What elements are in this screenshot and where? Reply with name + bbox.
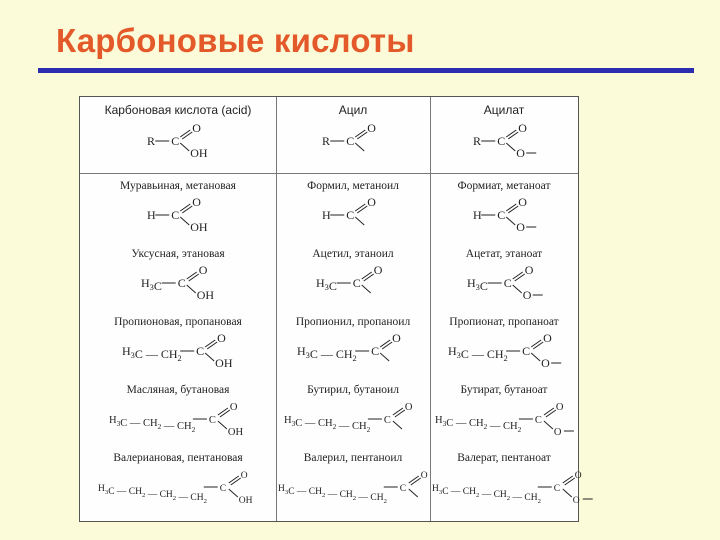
double-bond <box>531 340 541 347</box>
acyl-name: Бутирил, бутаноил <box>307 384 399 396</box>
column-header: Ацилат <box>483 103 525 117</box>
table-cell <box>430 245 578 313</box>
formula-chain: $H_3C$ <box>466 276 488 293</box>
carbonyl-carbon: C <box>171 208 180 222</box>
single-bond <box>512 285 521 293</box>
anion-oxygen: O <box>553 427 562 438</box>
double-bond <box>207 342 217 349</box>
table-cell <box>430 381 578 449</box>
table-cell <box>276 449 430 517</box>
structural-formula <box>145 197 211 237</box>
carbonyl-oxygen: O <box>524 263 534 277</box>
formula-chain: R <box>472 134 481 148</box>
table-cell <box>430 449 582 517</box>
acylate-name: Формиат, метаноат <box>457 180 551 192</box>
structural-formula <box>96 469 260 509</box>
double-bond <box>355 204 365 211</box>
carbonyl-oxygen: O <box>373 263 383 277</box>
acyl-name: Валерил, пентаноил <box>303 452 403 464</box>
structural-formula <box>282 401 424 441</box>
double-bond <box>357 206 367 213</box>
carbonyl-carbon: C <box>208 415 216 426</box>
double-bond <box>533 342 543 349</box>
hydroxyl-group: OH <box>196 288 214 302</box>
single-bond <box>355 143 364 151</box>
carbonyl-oxygen: O <box>367 121 376 135</box>
hydroxyl-group: OH <box>190 146 208 160</box>
acylate-name: Пропионат, пропаноат <box>449 316 559 328</box>
double-bond <box>188 274 198 281</box>
double-bond <box>512 272 522 279</box>
double-bond <box>411 478 421 485</box>
single-bond <box>544 421 553 429</box>
carbonyl-oxygen: O <box>518 195 527 209</box>
anion-oxygen: O <box>572 496 580 506</box>
acid-name: Масляная, бутановая <box>126 384 230 396</box>
table-cell <box>430 177 578 245</box>
acyl-name: Формил, метаноил <box>307 180 399 192</box>
single-bond <box>506 217 515 225</box>
structural-formula <box>295 333 411 373</box>
double-bond <box>393 408 403 415</box>
single-bond <box>409 489 418 497</box>
single-bond <box>380 353 389 361</box>
carbonyl-oxygen: O <box>404 402 413 413</box>
single-bond <box>531 353 540 361</box>
acylate-name: Валерат, пентаноат <box>457 452 551 464</box>
structural-formula <box>471 197 537 237</box>
table-cell <box>430 313 578 381</box>
slide-title: Карбоновые кислоты <box>56 22 415 59</box>
header-cell <box>276 101 430 173</box>
carboxylic-acids-table <box>79 96 582 522</box>
anion-oxygen: O <box>516 220 525 234</box>
single-bond <box>180 217 189 225</box>
carbonyl-carbon: C <box>503 276 512 290</box>
structural-formula <box>320 123 386 163</box>
structural-formula <box>145 123 211 163</box>
single-bond <box>205 353 214 361</box>
double-bond <box>395 410 405 417</box>
double-bond <box>363 274 373 281</box>
double-bond <box>182 132 192 139</box>
carbonyl-carbon: C <box>497 208 506 222</box>
double-bond <box>186 272 196 279</box>
hydroxyl-group: OH <box>190 220 208 234</box>
double-bond <box>218 408 228 415</box>
formula-chain: $H_3C$ — $CH_2$ — $CH_2$ — $CH_2$ <box>432 484 541 505</box>
structural-formula <box>465 265 544 305</box>
structural-formula <box>314 265 393 305</box>
double-bond <box>544 408 554 415</box>
table-cell <box>80 245 276 313</box>
formula-chain: $H_3C$ — $CH_2$ — $CH_2$ <box>109 415 196 434</box>
double-bond <box>506 204 516 211</box>
formula-chain: H <box>146 208 156 222</box>
acid-name: Пропионовая, пропановая <box>114 316 242 328</box>
carbonyl-oxygen: O <box>240 471 248 481</box>
single-bond <box>361 285 370 293</box>
hydroxyl-group: OH <box>227 427 244 438</box>
single-bond <box>506 143 515 151</box>
single-bond <box>563 489 572 497</box>
double-bond <box>506 130 516 137</box>
double-bond <box>355 130 365 137</box>
title-underline <box>38 68 694 73</box>
formula-chain: H <box>321 208 331 222</box>
formula-chain: $H_3C$ — $CH_2$ — $CH_2$ <box>435 415 522 434</box>
carbonyl-carbon: C <box>399 484 407 494</box>
formula-chain: R <box>321 134 330 148</box>
anion-oxygen: O <box>541 356 550 370</box>
structural-formula <box>446 333 562 373</box>
double-bond <box>508 206 518 213</box>
double-bond <box>220 410 230 417</box>
structural-formula <box>433 401 575 441</box>
structural-formula <box>139 265 218 305</box>
structural-formula <box>276 469 440 509</box>
double-bond <box>231 478 241 485</box>
structural-formula <box>430 469 594 509</box>
formula-chain: $H_3C$ <box>315 276 337 293</box>
double-bond <box>182 206 192 213</box>
carbonyl-carbon: C <box>346 208 355 222</box>
formula-chain: R <box>146 134 155 148</box>
hydroxyl-group: OH <box>238 496 253 506</box>
acid-name: Муравьиная, метановая <box>120 180 236 192</box>
double-bond <box>546 410 556 417</box>
carbonyl-oxygen: O <box>392 331 401 345</box>
carbonyl-oxygen: O <box>192 121 201 135</box>
formula-chain: $H_3C$ — $CH_2$ — $CH_2$ — $CH_2$ <box>278 484 387 505</box>
table-cell <box>276 245 430 313</box>
acid-name: Уксусная, этановая <box>131 248 225 260</box>
single-bond <box>355 217 364 225</box>
acylate-name: Ацетат, этаноат <box>465 248 543 260</box>
table-cell <box>276 313 430 381</box>
carbonyl-carbon: C <box>171 134 180 148</box>
carbonyl-oxygen: O <box>420 471 428 481</box>
structural-formula <box>320 197 386 237</box>
single-bond <box>229 489 238 497</box>
double-bond <box>508 132 518 139</box>
double-bond <box>180 130 190 137</box>
double-bond <box>565 478 575 485</box>
double-bond <box>180 204 190 211</box>
formula-chain: $H_3C$ — $CH_2$ <box>447 344 508 363</box>
header-divider <box>80 173 578 174</box>
column-header: Ацил <box>338 103 368 117</box>
column-header: Карбоновая кислота (acid) <box>104 103 252 117</box>
formula-chain: $H_3C$ — $CH_2$ — $CH_2$ — $CH_2$ <box>98 484 208 505</box>
carbonyl-oxygen: O <box>217 331 226 345</box>
acid-name: Валериановая, пентановая <box>113 452 243 464</box>
anion-oxygen: O <box>522 288 532 302</box>
carbonyl-carbon: C <box>219 484 227 494</box>
header-cell <box>430 101 578 173</box>
formula-chain: $H_3C$ — $CH_2$ — $CH_2$ <box>284 415 371 434</box>
carbonyl-oxygen: O <box>574 471 582 481</box>
formula-chain: $H_3C$ — $CH_2$ <box>121 344 182 363</box>
anion-oxygen: O <box>516 146 525 160</box>
single-bond <box>393 421 402 429</box>
carbonyl-carbon: C <box>534 415 542 426</box>
table-cell <box>80 449 276 517</box>
structural-formula <box>120 333 236 373</box>
double-bond <box>380 340 390 347</box>
carbonyl-carbon: C <box>371 344 380 358</box>
carbonyl-oxygen: O <box>543 331 552 345</box>
carbonyl-carbon: C <box>196 344 205 358</box>
carbonyl-oxygen: O <box>198 263 208 277</box>
double-bond <box>229 476 239 483</box>
table-cell <box>276 381 430 449</box>
single-bond <box>186 285 195 293</box>
header-cell <box>80 101 276 173</box>
carbonyl-carbon: C <box>553 484 561 494</box>
formula-chain: H <box>472 208 482 222</box>
double-bond <box>382 342 392 349</box>
carbonyl-carbon: C <box>177 276 186 290</box>
formula-chain: $H_3C$ <box>140 276 162 293</box>
acylate-name: Бутират, бутаноат <box>460 384 548 396</box>
carbonyl-oxygen: O <box>555 402 564 413</box>
structural-formula <box>471 123 537 163</box>
double-bond <box>357 132 367 139</box>
carbonyl-oxygen: O <box>518 121 527 135</box>
single-bond <box>180 143 189 151</box>
acyl-name: Пропионил, пропаноил <box>295 316 411 328</box>
structural-formula <box>107 401 249 441</box>
double-bond <box>205 340 215 347</box>
carbonyl-carbon: C <box>497 134 506 148</box>
formula-chain: $H_3C$ — $CH_2$ <box>296 344 357 363</box>
single-bond <box>218 421 227 429</box>
hydroxyl-group: OH <box>215 356 233 370</box>
carbonyl-oxygen: O <box>367 195 376 209</box>
table-cell <box>80 381 276 449</box>
table-cell <box>276 177 430 245</box>
double-bond <box>563 476 573 483</box>
carbonyl-carbon: C <box>346 134 355 148</box>
table-cell <box>80 313 276 381</box>
double-bond <box>514 274 524 281</box>
carbonyl-carbon: C <box>352 276 361 290</box>
carbonyl-oxygen: O <box>192 195 201 209</box>
acyl-name: Ацетил, этаноил <box>312 248 394 260</box>
carbonyl-oxygen: O <box>229 402 238 413</box>
table-cell <box>80 177 276 245</box>
carbonyl-carbon: C <box>383 415 391 426</box>
double-bond <box>361 272 371 279</box>
double-bond <box>409 476 419 483</box>
carbonyl-carbon: C <box>522 344 531 358</box>
